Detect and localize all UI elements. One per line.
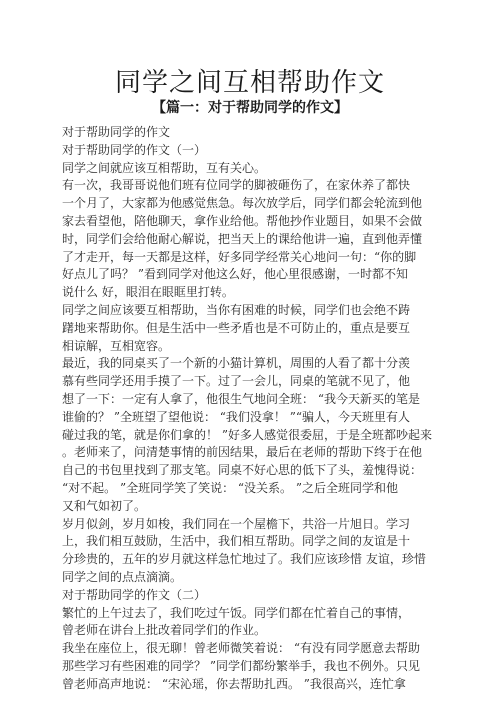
text-line: 同学之间的点点滴滴。 <box>62 569 183 584</box>
text-line: 曾老师在讲台上批改着同学们的作业。 <box>62 623 267 638</box>
essay-body <box>62 124 442 694</box>
text-line: 岁月似剑，岁月如梭，我们同在一个屋檐下，共浴一片旭日。学习 <box>62 516 411 531</box>
text-line: 一个月了，大家都为他感觉焦急。每次放学后，同学们都会轮流到他 <box>62 196 423 211</box>
text-line: 说什么 好，眼泪在眼眶里打转。 <box>62 285 234 300</box>
text-line: 对于帮助同学的作文（一） <box>62 142 207 157</box>
text-line: 有一次，我哥哥说他们班有位同学的脚被砸伤了，在家休养了都快 <box>62 178 411 193</box>
text-line: 家去看望他，陪他聊天，拿作业给他。帮他抄作业题目，如果不会做 <box>62 213 423 228</box>
text-line: 我坐在座位上，很无聊！曾老师微笑着说： “有没有同学愿意去帮助 <box>62 641 420 656</box>
text-line: 又和气如初了。 <box>62 498 147 513</box>
text-line: 上，我们相互鼓励，生活中，我们相互帮助。同学之间的友谊是十 <box>62 534 411 549</box>
text-line: 了才走开，每一天都是这样，好多同学经常关心地问一句：“你的脚 <box>62 249 417 264</box>
text-line: 谁偷的？ ”全班望了望他说： “我们没拿！ ”“骗人，今天班里有人 <box>62 409 410 424</box>
text-line: 同学之间应该要互相帮助，当你有困难的时候，同学们也会绝不踌 <box>62 302 411 317</box>
text-line: 相谅解，互相宽容。 <box>62 338 171 353</box>
text-line: 最近，我的同桌买了一个新的小猫计算机，周围的人看了都十分羡 <box>62 356 411 371</box>
text-line: 那些学习有些困难的同学？ ”同学们都纷繁举手，我也不例外。只见 <box>62 658 420 673</box>
text-line: 对于帮助同学的作文 <box>62 125 171 139</box>
text-line: 躇地来帮助你。但是生活中一些矛盾也是不可防止的，重点是要互 <box>62 320 411 335</box>
text-line: 想了一下：一定有人拿了，他很生气地问全班： “我今天新买的笔是 <box>62 391 420 406</box>
text-line: 慕有些同学还用手摸了一下。过了一会儿，同桌的笔就不见了，他 <box>62 374 411 389</box>
text-line: “对不起。 ”全班同学笑了笑说： “没关系。 ”之后全班同学和他 <box>62 480 398 495</box>
text-line: 繁忙的上午过去了，我们吃过午饭。同学们都在忙着自己的事情， <box>62 605 411 620</box>
text-line: 好点儿了吗？ ”看到同学对他这么好，他心里很感谢，一时都不知 <box>62 267 408 282</box>
text-line: 时，同学们会给他耐心解说，把当天上的课给他讲一遍，直到他弄懂 <box>62 231 423 246</box>
section-heading: 【篇一：对于帮助同学的作文】 <box>152 100 348 116</box>
document-title: 同学之间互相帮助作文 <box>114 68 385 98</box>
text-line: 。老师来了，问清楚事情的前因结果，最后在老师的帮助下终于在他 <box>62 445 423 460</box>
text-line: 对于帮助同学的作文（二） <box>62 587 207 602</box>
text-line: 自己的书包里找到了那支笔。同桌不好心思的低下了头，羞愧得说： <box>62 463 423 478</box>
text-line: 曾老师高声地说： “宋沁瑶，你去帮助扎西。 ”我很高兴，连忙拿 <box>62 676 406 691</box>
text-line: 碰过我的笔，就是你们拿的！ ”好多人感觉很委屈，于是全班都吵起来 <box>62 427 432 442</box>
text-line: 同学之间就应该互相帮助，互有关心。 <box>62 160 267 175</box>
text-line: 分珍贵的，五年的岁月就这样急忙地过了。我们应该珍惜 友谊，珍惜 <box>62 552 426 567</box>
